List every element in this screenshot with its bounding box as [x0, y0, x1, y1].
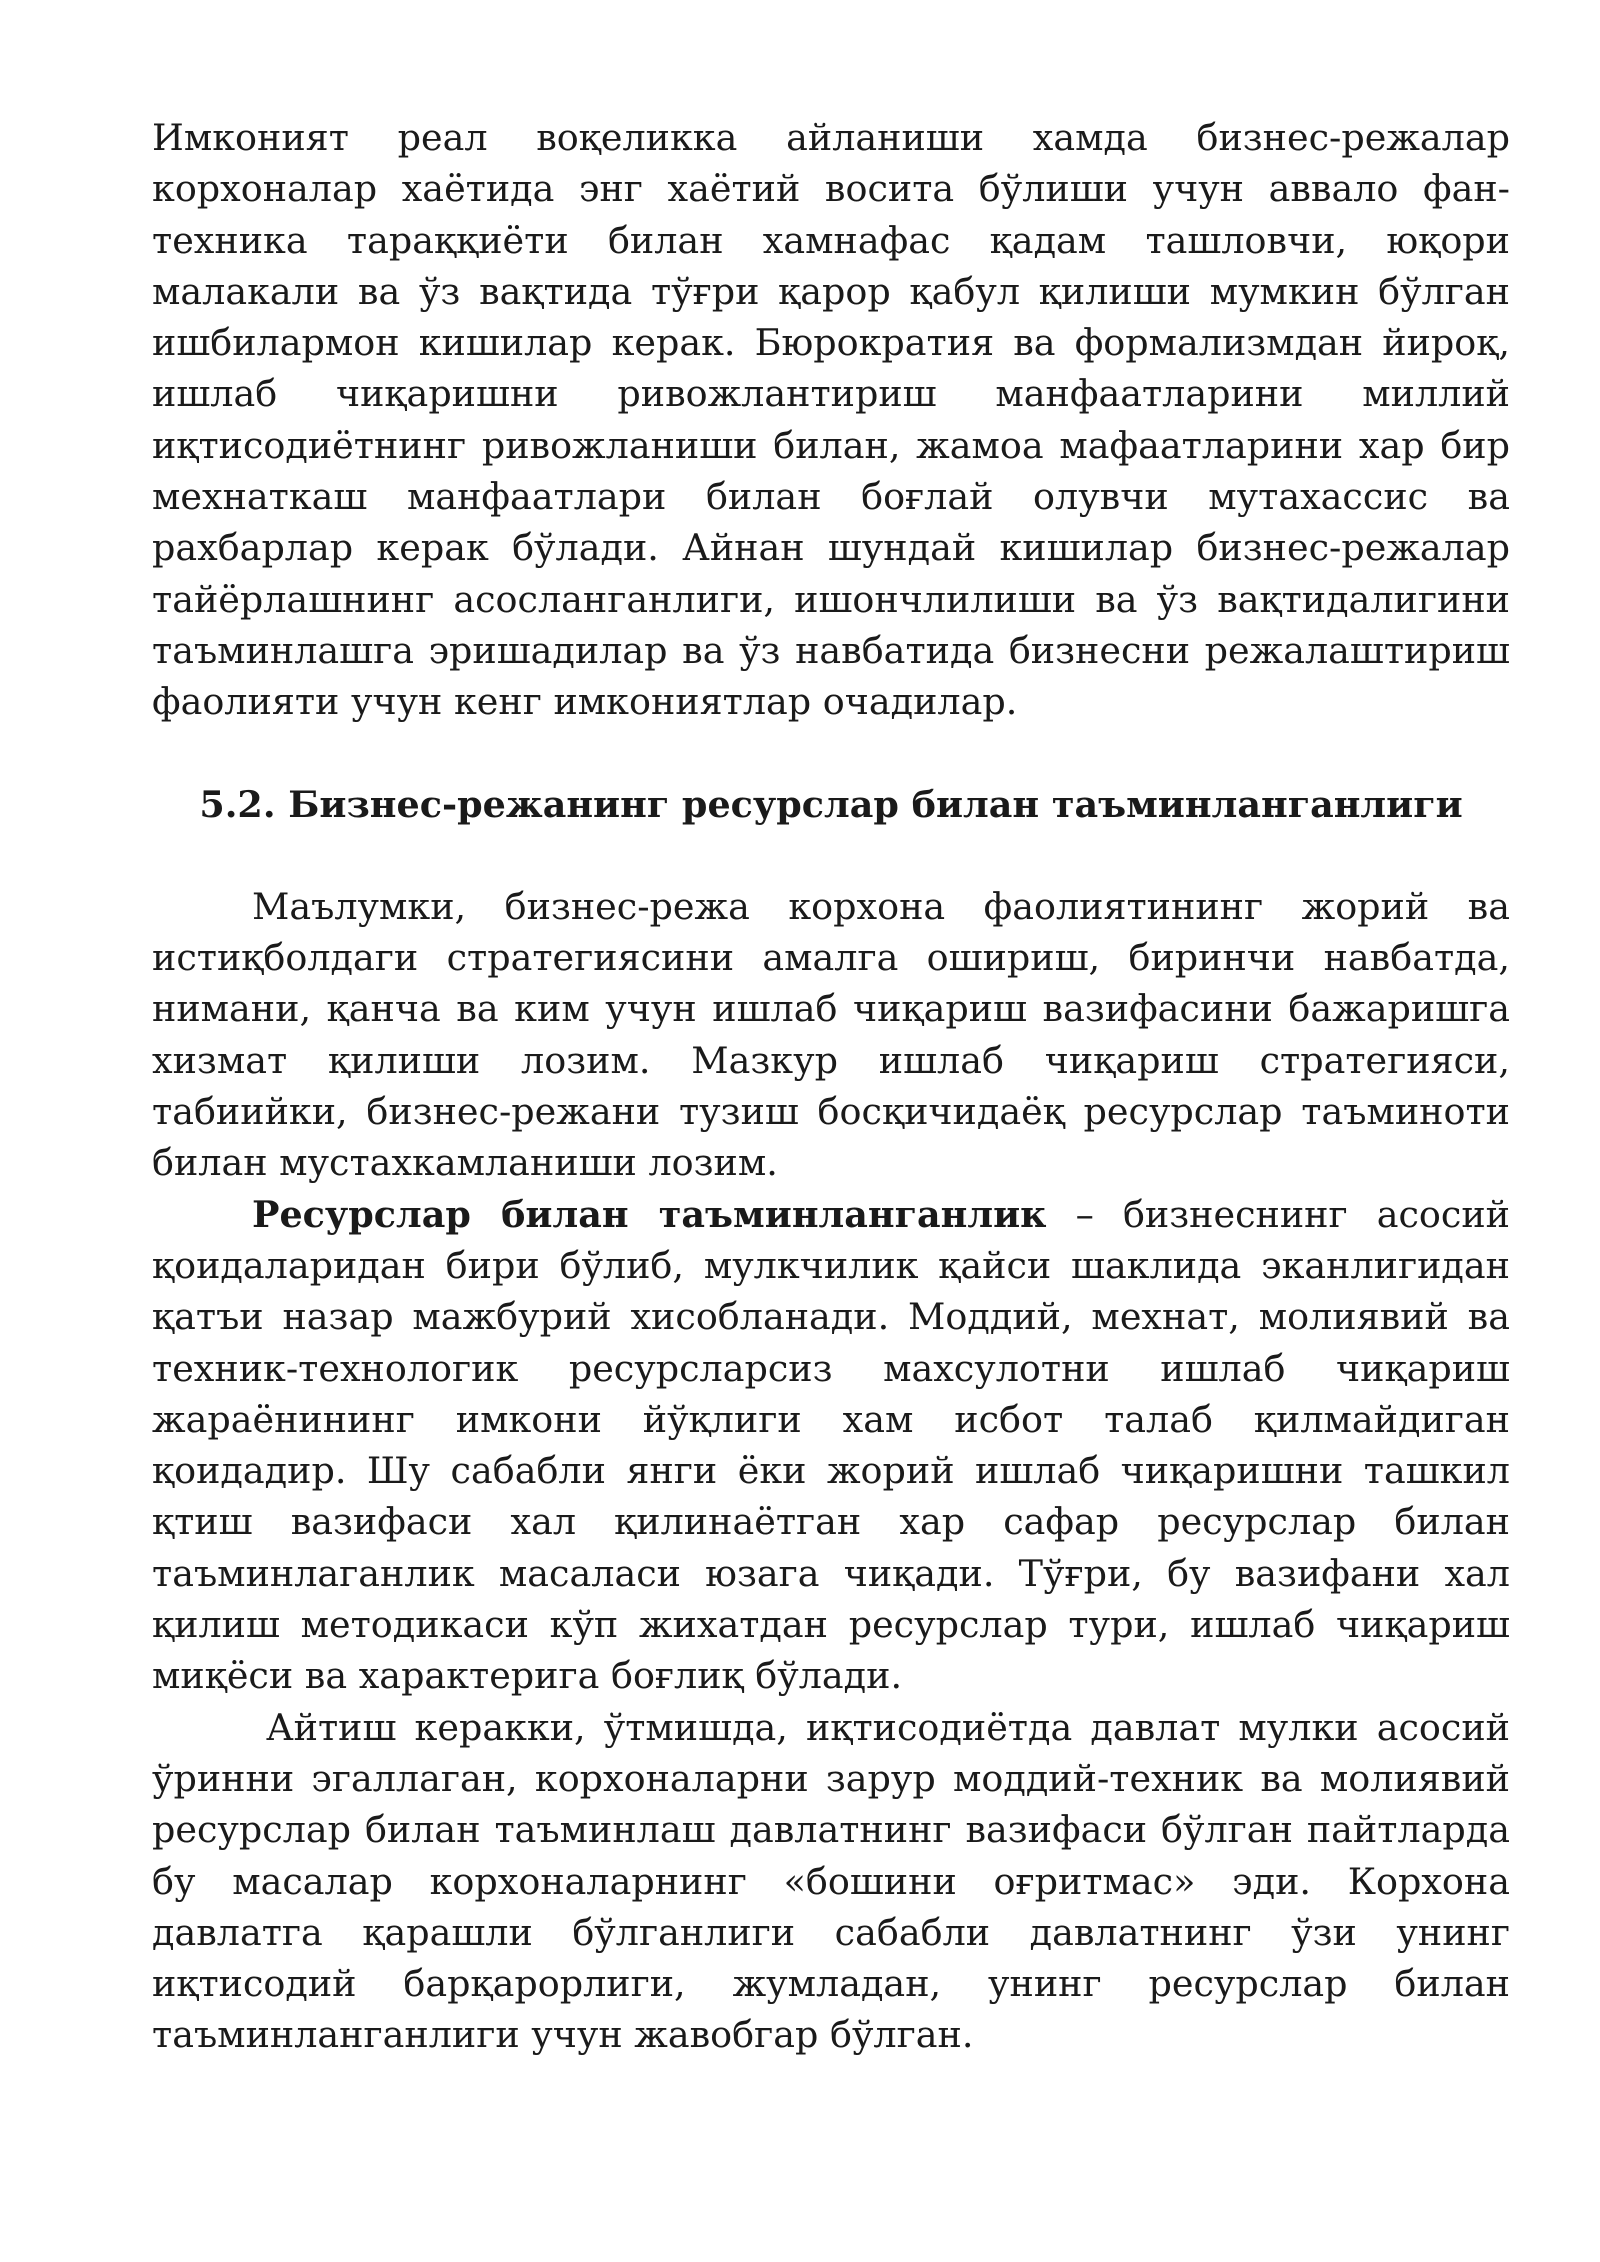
- document-page: [152, 112, 1510, 2061]
- body-paragraph-2-text: – бизнеснинг асосий қоидаларидан бири бўлиб, мулкчилик қайси шаклида эканлигидан қатъи назар мажбурий хисобланади. Моддий, мехнат, молиявий ва техник-технологик ресурсларсиз махсулотни ишлаб чиқариш жараёнининг имкони йўқлиги хам исбот талаб қилмайдиган қоидадир. Шу сабабли янги ёки жорий ишлаб чиқаришни ташкил қтиш вазифаси хал қилинаётган хар сафар ресурслар билан таъминлаганлик масаласи юзага чиқади. Тўғри, бу вазифани хал қилиш методикаси кўп жихатдан ресурслар тури, ишлаб чиқариш миқёси ва характерига боғлиқ бўлади.: [152, 1192, 1510, 1698]
- body-paragraph-1: Маълумки, бизнес-режа корхона фаолиятининг жорий ва истиқболдаги стратегиясини амалга ошириш, биринчи навбатда, нимани, қанча ва ким учун ишлаб чиқариш вазифасини бажаришга хизмат қилиши лозим. Мазкур ишлаб чиқариш стратегияси, табиийки, бизнес-режани тузиш босқичидаёқ ресурслар таъминоти билан мустахкамланиши лозим.: [152, 884, 1510, 1185]
- defined-term: Ресурслар билан таъминланганлик: [252, 1192, 1047, 1236]
- section-heading: 5.2. Бизнес-режанинг ресурслар билан таъминланганлиги: [199, 782, 1463, 826]
- body-paragraph-3: Айтиш керакки, ўтмишда, иқтисодиётда давлат мулки асосий ўринни эгаллаган, корхоналарни зарур моддий-техник ва молиявий ресурслар билан таъминлаш давлатнинг вазифаси бўлган пайтларда бу масалар корхоналарнинг «бошини оғритмас» эди. Корхона давлатга қарашли бўлганлиги сабабли давлатнинг ўзи унинг иқтисодий барқарорлиги, жумладан, унинг ресурслар билан таъминланганлиги учун жавобгар бўлган.: [152, 1705, 1510, 2057]
- intro-paragraph: Имконият реал воқеликка айланиши хамда бизнес-режалар корхоналар хаётида энг хаётий восита бўлиши учун аввало фан-техника тараққиёти билан хамнафас қадам ташловчи, юқори малакали ва ўз вақтида тўғри қарор қабул қилиши мумкин бўлган ишбилармон кишилар керак. Бюрократия ва формализмдан йироқ, ишлаб чиқаришни ривожлантириш манфаатларини миллий иқтисодиётнинг ривожланиши билан, жамоа мафаатларини хар бир мехнаткаш манфаатлари билан боғлай олувчи мутахассис ва рахбарлар керак бўлади. Айнан шундай кишилар бизнес-режалар тайёрлашнинг асосланганлиги, ишончлилиши ва ўз вақтидалигини таъминлашга эришадилар ва ўз навбатида бизнесни режалаштириш фаолияти учун кенг имкониятлар очадилар.: [152, 116, 1510, 724]
- body-paragraph-2: [152, 1189, 1510, 1702]
